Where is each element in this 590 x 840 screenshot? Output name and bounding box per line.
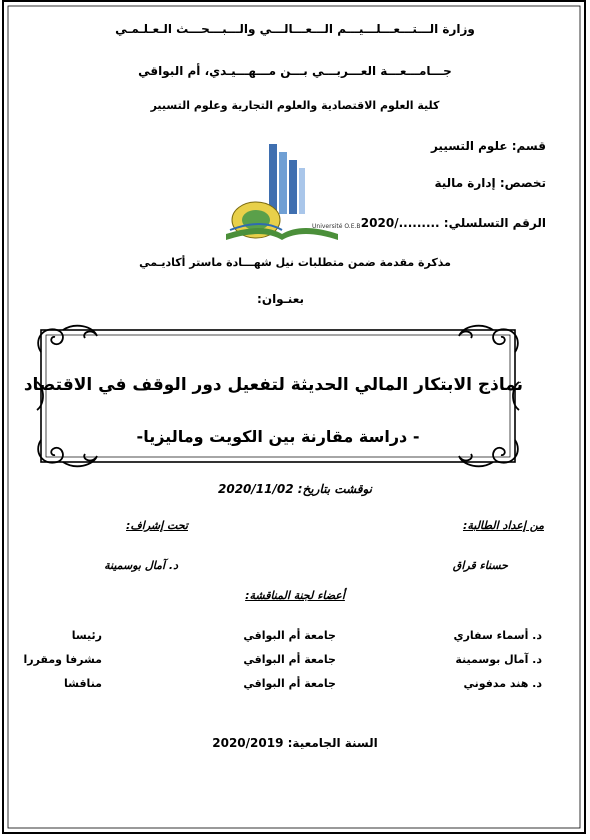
supervisor-label: تحت إشراف:	[126, 519, 188, 532]
thesis-title: نماذج الابتكار المالي الحديثة لتفعيل دور الوقف في الاقتصاد	[23, 375, 523, 395]
academic-year: السنة الجامعية: 2020/2019	[212, 736, 378, 750]
defense-date: نوقشت بتاريخ: 2020/11/02	[218, 482, 372, 496]
committee-member-role: مشرفا ومقررا	[23, 653, 102, 666]
committee-member-role: مناقشا	[64, 677, 102, 690]
specialty: تخصص: إدارة مالية	[434, 176, 546, 190]
university-line: جـــامـــعـــة العـــربـــي بـــن مـــهـــيـدي، أم البواقي	[138, 64, 452, 78]
department: قسم: علوم التسيير	[430, 139, 546, 153]
faculty-line: كلية العلوم الاقتصادية والعلوم التجارية وعلوم التسيير	[150, 99, 440, 112]
ministry-line: وزارة الـــتـــعـــلـــيـــم الـــعـــالـــي والـــبـــحـــث الـعـلـمـي	[115, 22, 475, 36]
committee-member-name: د. أسماء سفاري	[453, 629, 542, 642]
committee-member-institution: جامعة أم البواقي	[243, 677, 336, 690]
committee-member-institution: جامعة أم البواقي	[243, 629, 336, 642]
supervisor-name: د. آمال بوسمينة	[104, 559, 178, 572]
student-name: حسناء قراق	[452, 559, 508, 572]
committee-member-name: د. هند مدفوني	[463, 677, 542, 690]
committee-label: أعضاء لجنة المناقشة:	[245, 589, 345, 602]
committee-member-institution: جامعة أم البواقي	[243, 653, 336, 666]
serial-number: الرقم التسلسلي: ........./2020	[360, 216, 546, 230]
memo-description: مذكرة مقدمة ضمن متطلبات نيل شهـــادة ماستر أكاديـمي	[139, 256, 451, 269]
committee-member-role: رئيسا	[71, 629, 102, 642]
title-ornament-frame	[23, 322, 523, 470]
svg-text:Université O.E.B: Université O.E.B	[312, 223, 361, 230]
committee-member-name: د. آمال بوسمينة	[455, 653, 542, 666]
title-label: بعنـوان:	[257, 292, 304, 306]
prepared-by-label: من إعداد الطالبة:	[462, 519, 544, 532]
university-logo	[222, 142, 361, 246]
thesis-subtitle: - دراسة مقارنة بين الكويت وماليزيا-	[136, 427, 420, 446]
